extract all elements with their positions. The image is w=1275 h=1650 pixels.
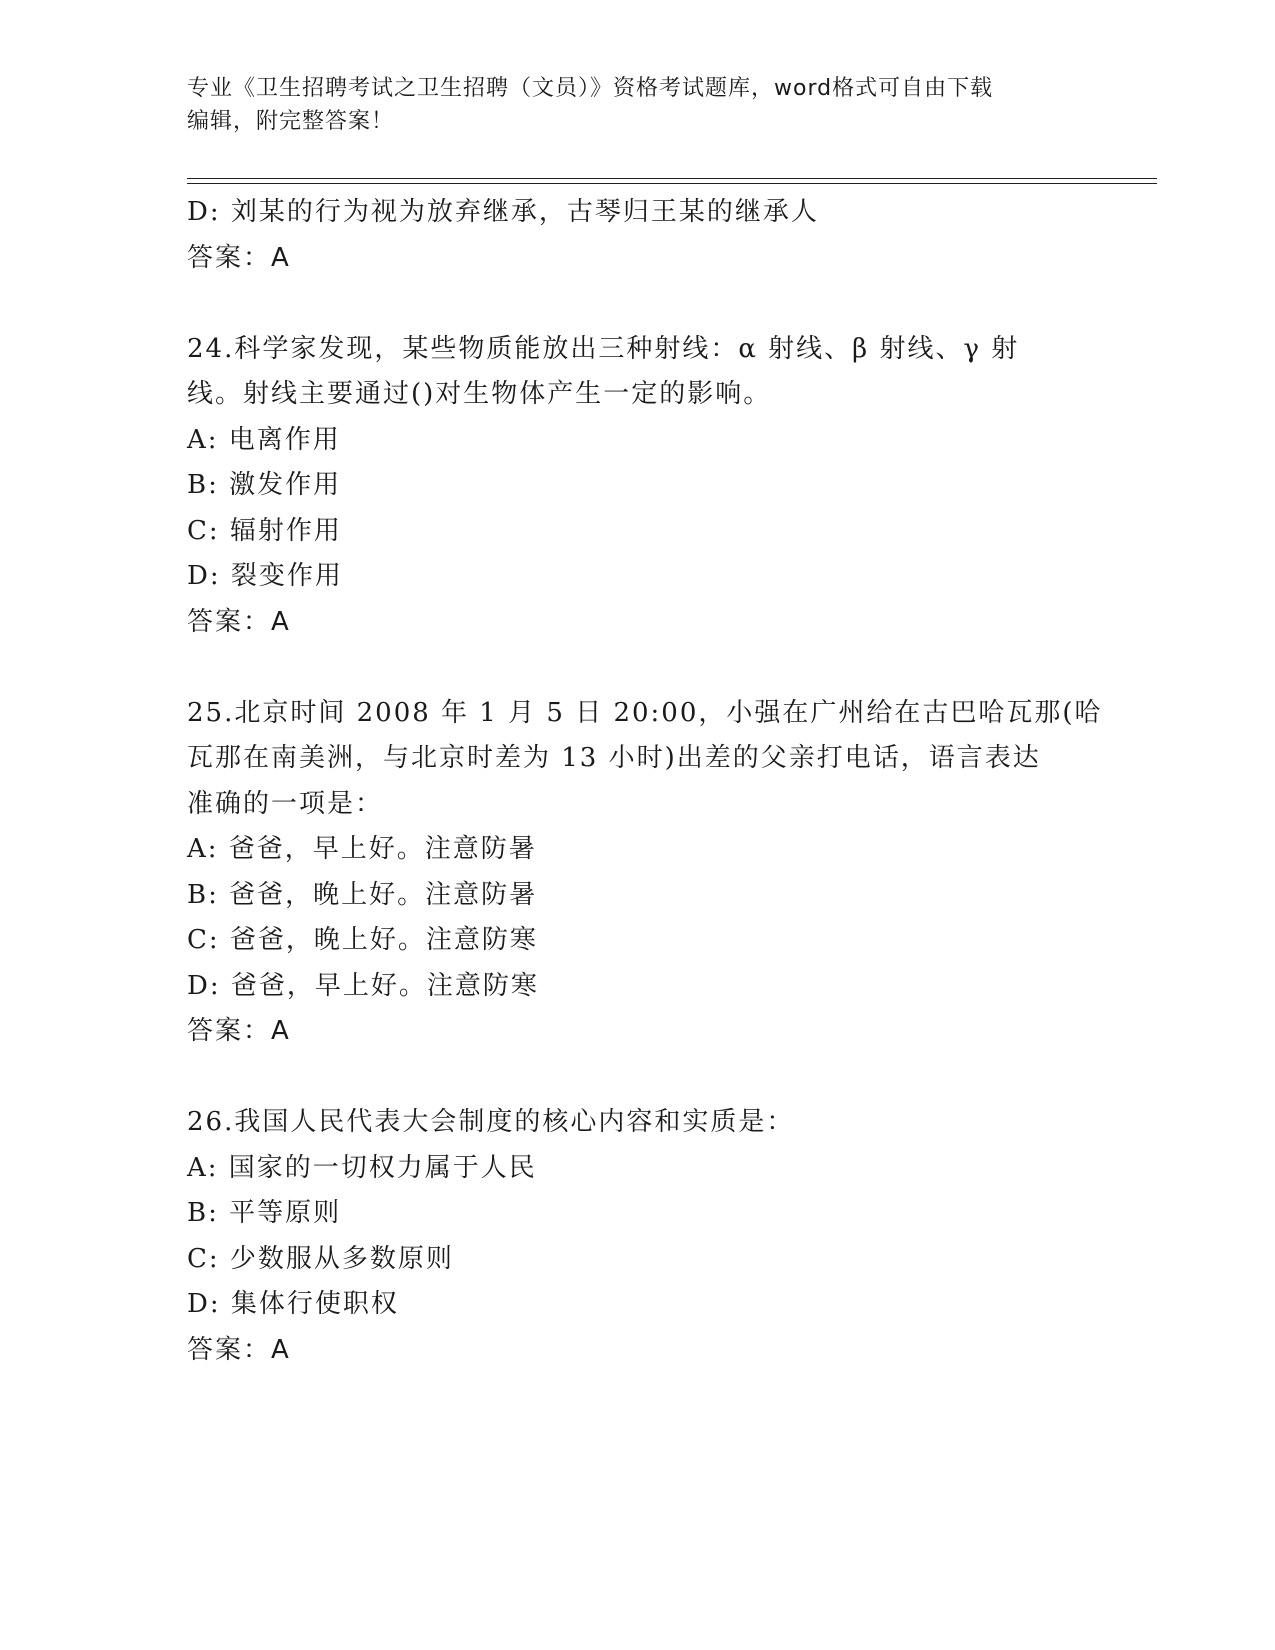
header-line-1: 专业《卫生招聘考试之卫生招聘（文员）》资格考试题库，word格式可自由下载 [187,76,994,101]
answer-line: 答案：A [187,1334,291,1365]
option-b: B: 爸爸，晚上好。注意防暑 [187,879,538,910]
question-26 [187,1100,1087,1373]
answer-line: 答案：A [187,242,291,273]
option-d: D: 裂变作用 [187,561,343,591]
header-divider-top [187,178,1157,179]
header-divider-bottom [187,183,1157,184]
answer-line: 答案：A [187,1016,291,1046]
option-c: C: 辐射作用 [187,515,342,546]
spacer [187,645,1087,691]
option-c: C: 爸爸，晚上好。注意防寒 [187,925,538,955]
question-25 [187,691,1103,1055]
answer-line: 答案：A [187,606,291,637]
question-list [187,190,1103,1373]
question-stem-line: 瓦那在南美洲，与北京时差为 13 小时)出差的父亲打电话，语言表达 [187,743,1041,773]
option-d: D: 集体行使职权 [187,1289,399,1319]
question-stem-line: 准确的一项是： [187,788,384,819]
option-a: A: 电离作用 [187,424,341,455]
header-line-2: 编辑，附完整答案！ [187,109,395,134]
option-c: C: 少数服从多数原则 [187,1243,454,1274]
question-stem-line: 线。射线主要通过()对生物体产生一定的影响。 [187,379,772,409]
option-b: B: 激发作用 [187,470,342,500]
previous-question-fragment [187,190,1087,281]
question-24 [187,327,1087,646]
document-header [187,72,1067,138]
question-stem-line: 26.我国人民代表大会制度的核心内容和实质是： [187,1107,795,1137]
question-stem-line: 25.北京时间 2008 年 1 月 5 日 20:00，小强在广州给在古巴哈瓦那(哈 [187,697,1103,728]
spacer [187,281,1087,327]
option-a: A: 国家的一切权力属于人民 [187,1152,537,1183]
question-stem-line: 24.科学家发现，某些物质能放出三种射线：α 射线、β 射线、γ 射 [187,333,1020,364]
option-a: A: 爸爸，早上好。注意防暑 [187,834,537,864]
option-d: D: 爸爸，早上好。注意防寒 [187,970,539,1001]
option-b: B: 平等原则 [187,1198,342,1228]
option-d: D: 刘某的行为视为放弃继承，古琴归王某的继承人 [187,197,819,227]
spacer [187,1055,1087,1101]
